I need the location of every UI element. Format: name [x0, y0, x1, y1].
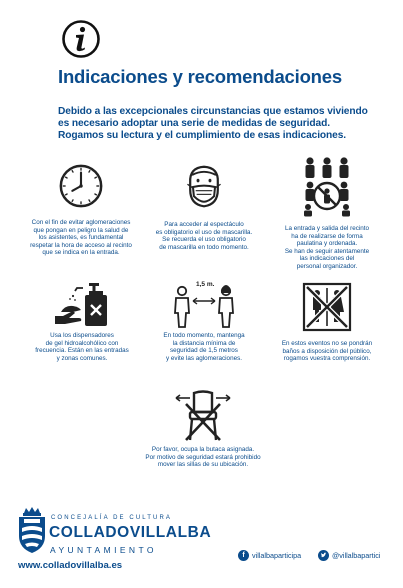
text-line: Para acceder al espectáculo — [164, 221, 244, 228]
text-line: y zonas comunes. — [56, 354, 108, 362]
recommendation-text — [142, 332, 266, 362]
intro-line: es necesario adoptar una serie de medidas de seguridad. — [58, 118, 330, 130]
footer-website[interactable]: www.colladovillalba.es — [18, 560, 123, 571]
text-line: los asistentes, es fundamental — [38, 234, 124, 241]
text-line: personal organizador. — [296, 262, 358, 270]
recommendation-entry-exit — [265, 155, 389, 275]
info-icon — [61, 19, 101, 59]
text-line: las indicaciones del — [299, 255, 355, 262]
clock-icon — [57, 162, 105, 210]
text-line: Se han de seguir atentamente — [284, 247, 370, 255]
footer-ayuntamiento: AYUNTAMIENTO — [50, 545, 157, 555]
text-line: Se recuerda el uso obligatorio — [162, 236, 246, 243]
footer-town-name: COLLADOVILLALBA — [49, 524, 212, 541]
hand-sanitizer-icon — [53, 282, 111, 328]
text-line: baños a disposición del público, — [282, 347, 372, 355]
distance-label: 1,5 m. — [196, 281, 215, 288]
recommendation-no-restrooms — [265, 282, 389, 372]
text-line: y evite las aglomeraciones. — [166, 354, 242, 362]
recommendation-text — [142, 221, 266, 251]
facebook-handle: villalbaparticipa — [252, 551, 302, 560]
recommendation-face-mask — [142, 162, 266, 262]
text-line: La entrada y salida del recinto — [284, 225, 369, 232]
twitter-icon — [318, 550, 329, 561]
intro-line: Debido a las excepcionales circunstancias que estamos viviendo — [58, 106, 368, 117]
text-line: Por favor, ocupa la butaca asignada. — [151, 446, 255, 453]
footer-concejalia: CONCEJALÍA DE CULTURA — [51, 515, 173, 521]
text-line: mover las sillas de su ubicación. — [157, 461, 249, 468]
text-line: que pongan en peligro la salud de — [33, 226, 129, 234]
recommendation-text — [265, 225, 389, 270]
no-restrooms-icon — [302, 282, 352, 332]
text-line: respetar la hora de acceso al recinto — [30, 241, 132, 249]
no-moving-chair-icon — [172, 390, 234, 444]
twitter-handle: @villalbapartici — [332, 551, 381, 560]
recommendation-arrival-time — [20, 162, 142, 270]
text-line: rogamos vuestra comprensión. — [283, 355, 371, 362]
recommendation-text — [265, 340, 389, 363]
text-line: de gel hidroalcohólico con — [45, 339, 119, 347]
text-line: Con el fin de evitar aglomeraciones — [31, 219, 131, 226]
text-line: seguridad de 1,5 metros — [170, 347, 238, 354]
recommendation-hand-sanitizer — [22, 282, 142, 372]
text-line: Por motivo de seguridad estará prohibido — [145, 453, 261, 461]
text-line: paulatina y ordenada. — [296, 240, 358, 247]
intro-line: Rogamos su lectura y el cumplimiento de esas indicaciones. — [58, 130, 347, 142]
text-line: que se indica en la entrada. — [42, 249, 120, 256]
no-crowding-icon — [299, 155, 355, 217]
text-line: En todo momento, mantenga — [163, 332, 245, 339]
text-line: ha de realizarse de forma — [291, 232, 363, 240]
intro-text — [58, 106, 378, 143]
face-mask-icon — [181, 162, 227, 212]
text-line: la distancia mínima de — [172, 339, 236, 347]
recommendation-social-distance — [142, 277, 266, 377]
recommendation-text — [20, 219, 142, 257]
recommendation-text — [122, 446, 284, 469]
text-line: frecuencia. Están en las entradas — [35, 347, 129, 354]
text-line: Usa los dispensadores — [50, 332, 114, 339]
text-line: es obligatorio el uso de mascarilla. — [155, 228, 253, 236]
page-title: Indicaciones y recomendaciones — [58, 66, 342, 87]
recommendation-text — [22, 332, 142, 362]
facebook-icon: f — [238, 550, 249, 561]
facebook-link[interactable] — [238, 550, 301, 561]
text-line: de mascarilla en todo momento. — [159, 243, 249, 251]
twitter-link[interactable] — [318, 550, 380, 561]
recommendation-assigned-seat — [122, 390, 284, 490]
town-crest-icon — [16, 506, 48, 554]
text-line: En estos eventos no se pondrán — [281, 340, 373, 347]
